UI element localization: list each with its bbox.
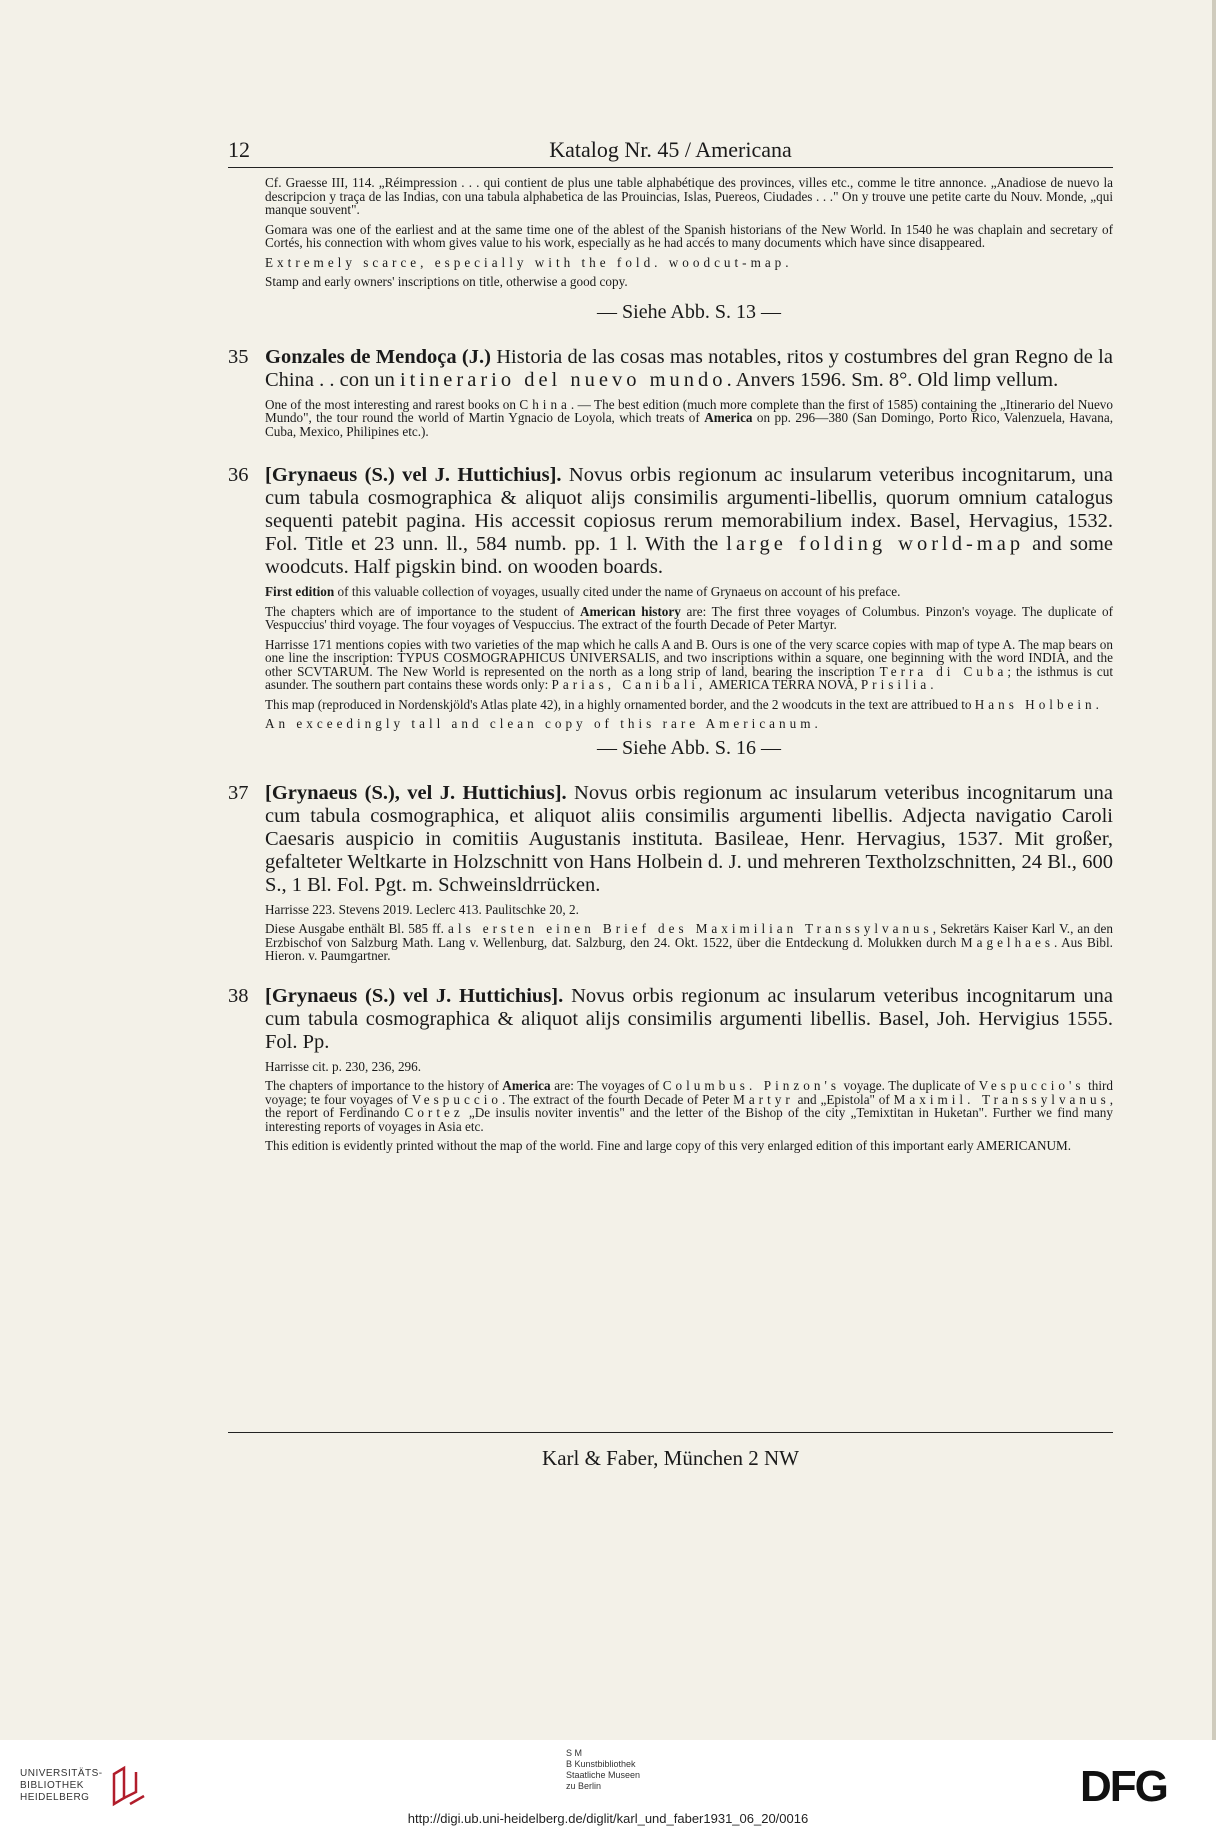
entry-note [265,605,1113,632]
note-text: . — The best edition (much more complete than the first of 1585) containing the „Itinerario del Nuevo Mundo", the tour round the world of Martin Ygnacio de Loyola, which treats of [265,396,1113,425]
note-text: . [930,677,934,692]
sm-line: B Kunstbibliothek [566,1759,636,1769]
note-graesse: Cf. Graesse III, 114. „Réimpression . . . qui contient de plus une table alphabétique des provinces, villes etc., comme le titre annonce. „Anadiose de nuevo la descripcion y traça de las Indias, con una tabula alphabetica de las Prouincias, Islas, Puereos, Ciudades . . ." On y trouve une petite carte du Nouv. Monde, „qui manque souvent". [265,175,1113,217]
note-stamp: Stamp and early owners' inscriptions on title, otherwise a good copy. [265,274,628,289]
note-text: This map (reproduced in Nordenskjöld's Atlas plate 42), in a highly ornamented border, and the 2 woodcuts in the text are attribued to [265,696,975,712]
sm-line: zu Berlin [566,1781,602,1791]
note-text: , the report of Ferdinando [265,1091,1114,1120]
entry-number: 38 [228,984,249,1007]
title-text: Historia de las cosas mas notables, ritos y costumbres del gran Regno de la China . . con un [265,345,1113,391]
ub-logo-icon [110,1764,150,1808]
dfg-logo[interactable]: DFG [1080,1762,1167,1811]
entry-author: Gonzales de Mendoça (J.) [265,345,491,368]
title-text: . Anvers 1596. Sm. 8°. Old limp vellum. [726,368,1059,391]
note-spaced: Magelhaes [960,934,1055,950]
note-spaced: Parias, Canibali, [551,677,707,692]
footer-rule [228,1432,1113,1433]
note-text: are: The first three voyages of Columbus. Pinzon's voyage. The duplicate of Vespuccius' third voyage. The four voyages of Vespuccius. The extract of the fourth Decade of Peter Martyr. [265,603,1113,632]
note-spaced: Vespuccio's [978,1078,1085,1093]
entry-author: [Grynaeus (S.) vel J. Huttichius]. [265,984,564,1007]
note-bold: First edition [265,584,335,599]
header-rule [228,167,1113,168]
page-title: Katalog Nr. 45 / Americana [549,137,792,162]
entry-title [265,782,1113,897]
entry-title [265,346,1113,392]
entry-note: Harrisse 223. Stevens 2019. Leclerc 413. Paulitschke 20, 2. [265,901,579,917]
note-text: ; the isthmus is cut asunder. The southern part contains these words only: [265,663,1114,692]
note-spaced: Cortez [404,1105,464,1120]
note-text: . [1095,696,1099,712]
title-text: Novus orbis regionum ac insularum veteribus incognitarum una cum tabula cosmographica & aliquot alijs consimilis argumenti libellis. Basel, Joh. Hervigius 1555. Fol. Pp. [265,984,1113,1053]
note-spaced: Hans Holbein [974,696,1096,712]
see-figure-16: — Siehe Abb. S. 16 — [597,736,781,759]
page-url-link[interactable]: http://digi.ub.uni-heidelberg.de/diglit/karl_und_faber1931_06_20/0016 [407,1811,809,1826]
ub-line: UNIVERSITÄTS- [20,1768,103,1779]
note-text: third voyage; te four voyages of [265,1078,1113,1107]
note-text: . Aus Bibl. Hieron. v. Paumgartner. [265,934,1113,963]
entry-note [265,638,1113,692]
note-text: . The extract of the fourth Decade of Peter [501,1091,734,1107]
note-text: , Sekretärs Kaiser Karl V., an den Erzbischof von Salzburg Math. Lang v. Wellenburg, dat. Salzburg, den 24. Okt. 1522, über die Entdeckung d. Molukken durch [265,921,1113,950]
note-text: The chapters of importance to the history of [265,1078,503,1093]
digitization-bar [0,1740,1216,1830]
note-text: Harrisse 171 mentions copies with two varieties of the map which he calls A and B. Ours is one of the very scarce copies with map of type A. The map bears on one line the inscription: TYPUS COSMOGRAPHICUS UNIVERSALIS, and two inscriptions within a square, one beginning with the word INDIA, and the other SCVTARUM. The New World is represented on the north as a long strip of land, bearing the inscription [265,636,1113,679]
smb-kunstbibliothek-logo[interactable] [566,1748,640,1792]
note-text: Diese Ausgabe enthält Bl. 585 ff. [265,921,449,936]
note-gomara: Gomara was one of the earliest and at the same time one of the ablest of the Spanish historians of the New World. In 1540 he was chaplain and secretary of Cortés, his connection with whom gives value to his work, especially as he had accés to many documents which have since disappeared. [265,221,1113,250]
entry-36 [228,464,1113,731]
note-text: of this valuable collection of voyages, usually cited under the name of Grynaeus on account of his preface. [334,584,901,599]
note-scarce: Extremely scarce, especially with the fold. woodcut-map. [265,254,793,270]
note-spaced: Terra di Cuba [879,663,1008,679]
note-text: and „Epistola" of [793,1091,894,1107]
note-spaced: Prisilia [860,677,931,692]
note-text: „De insulis noviter inventis" and the letter of the Bishop of the city „Temixtitan in Huketan". Further we find many interesting reports of voyages in Asia etc. [265,1105,1113,1134]
entry-35 [228,346,1113,439]
catalog-content [228,176,1113,1159]
note-bold: American history [579,603,681,619]
entry-number: 36 [228,464,249,486]
ub-line: HEIDELBERG [20,1792,90,1803]
entry-note [265,585,1113,599]
entry-number: 37 [228,781,249,804]
see-figure-13: — Siehe Abb. S. 13 — [597,300,781,323]
page-number: 12 [228,137,250,162]
note-text: on pp. 296—380 (San Domingo, Porto Rico, Valenzuela, Havana, Cuba, Mexico, Philipines etc.). [265,410,1113,439]
entry-37 [228,782,1113,963]
previous-entry-notes [228,176,1113,289]
sm-line: Staatliche Museen [566,1770,641,1780]
entry-note [265,922,1113,963]
entry-title [265,464,1113,579]
note-text: One of the most interesting and rarest books on [265,396,520,412]
note-text: AMERICA TERRA NOVA, [706,677,861,692]
note-spaced: Columbus. Pinzon's [662,1078,840,1093]
title-text: and some woodcuts. Half pigskin bind. on wooden boards. [265,533,1114,578]
entry-note [265,1079,1113,1133]
entry-38 [228,985,1113,1153]
sm-line: S M [566,1748,583,1758]
entry-author: [Grynaeus (S.), vel J. Huttichius]. [265,781,567,804]
ub-heidelberg-logo-text[interactable] [20,1768,103,1804]
note-spaced: Vespuccio [411,1091,502,1107]
note-text: voyage. The duplicate of [839,1078,979,1093]
publisher-footer: Karl & Faber, München 2 NW [542,1446,799,1470]
entry-note: Harrisse cit. p. 230, 236, 296. [265,1058,422,1074]
note-bold: America [704,410,753,425]
ub-line: BIBLIOTHEK [20,1780,84,1791]
note-spaced: Maximil. Transsylvanus [893,1091,1110,1107]
entry-number: 35 [228,345,249,368]
entry-note [265,398,1113,439]
note-text: The chapters which are of importance to the student of [265,603,580,619]
entry-note: An exceedingly tall and clean copy of this rare Americanum. [265,716,822,731]
title-spaced: large folding world-map [726,533,1025,555]
title-text: Novus orbis regionum ac insularum veteribus incognitarum una cum tabula cosmographica, et aliquot aliis consimilis argumenti libellis. Adjecta navigatio Caroli Caesaris auspicio in comitiis Augustanis instituta. Basileae, Henr. Hervagius, 1537. Mit großer, gefalteter Weltkarte in Holzschnitt von Hans Holbein d. J. und mehreren Textholzschnitten, 24 Bl., 600 S., 1 Bl. Fol. Pgt. m. Schweinsldrrücken. [265,781,1113,896]
note-text: are: The voyages of [550,1078,663,1093]
entry-author: [Grynaeus (S.) vel J. Huttichius]. [265,464,562,486]
title-text: Novus orbis regionum ac insularum veteribus incognitarum, una cum tabula cosmographica & aliquot alijs consimilis argumenti-libellis, quorum omnium catalogus sequenti patebit pagina. His accessit copiosus rerum memorabilium index. Basel, Hervagius, 1532. Fol. Title et 23 unn. ll., 584 numb. pp. 1 l. With the [265,464,1113,555]
note-spaced: China [519,396,571,412]
note-bold: America [502,1078,551,1093]
note-spaced: als ersten einen Brief des Maximilian Transsylvanus [448,921,933,936]
entry-note: This edition is evidently printed without the map of the world. Fine and large copy of this very enlarged edition of this important early AMERICANUM. [265,1138,1072,1153]
title-spaced: itinerario del nuevo mundo [399,368,727,391]
entry-note [265,698,1113,712]
entry-title [265,985,1113,1054]
note-spaced: Martyr [733,1091,794,1107]
